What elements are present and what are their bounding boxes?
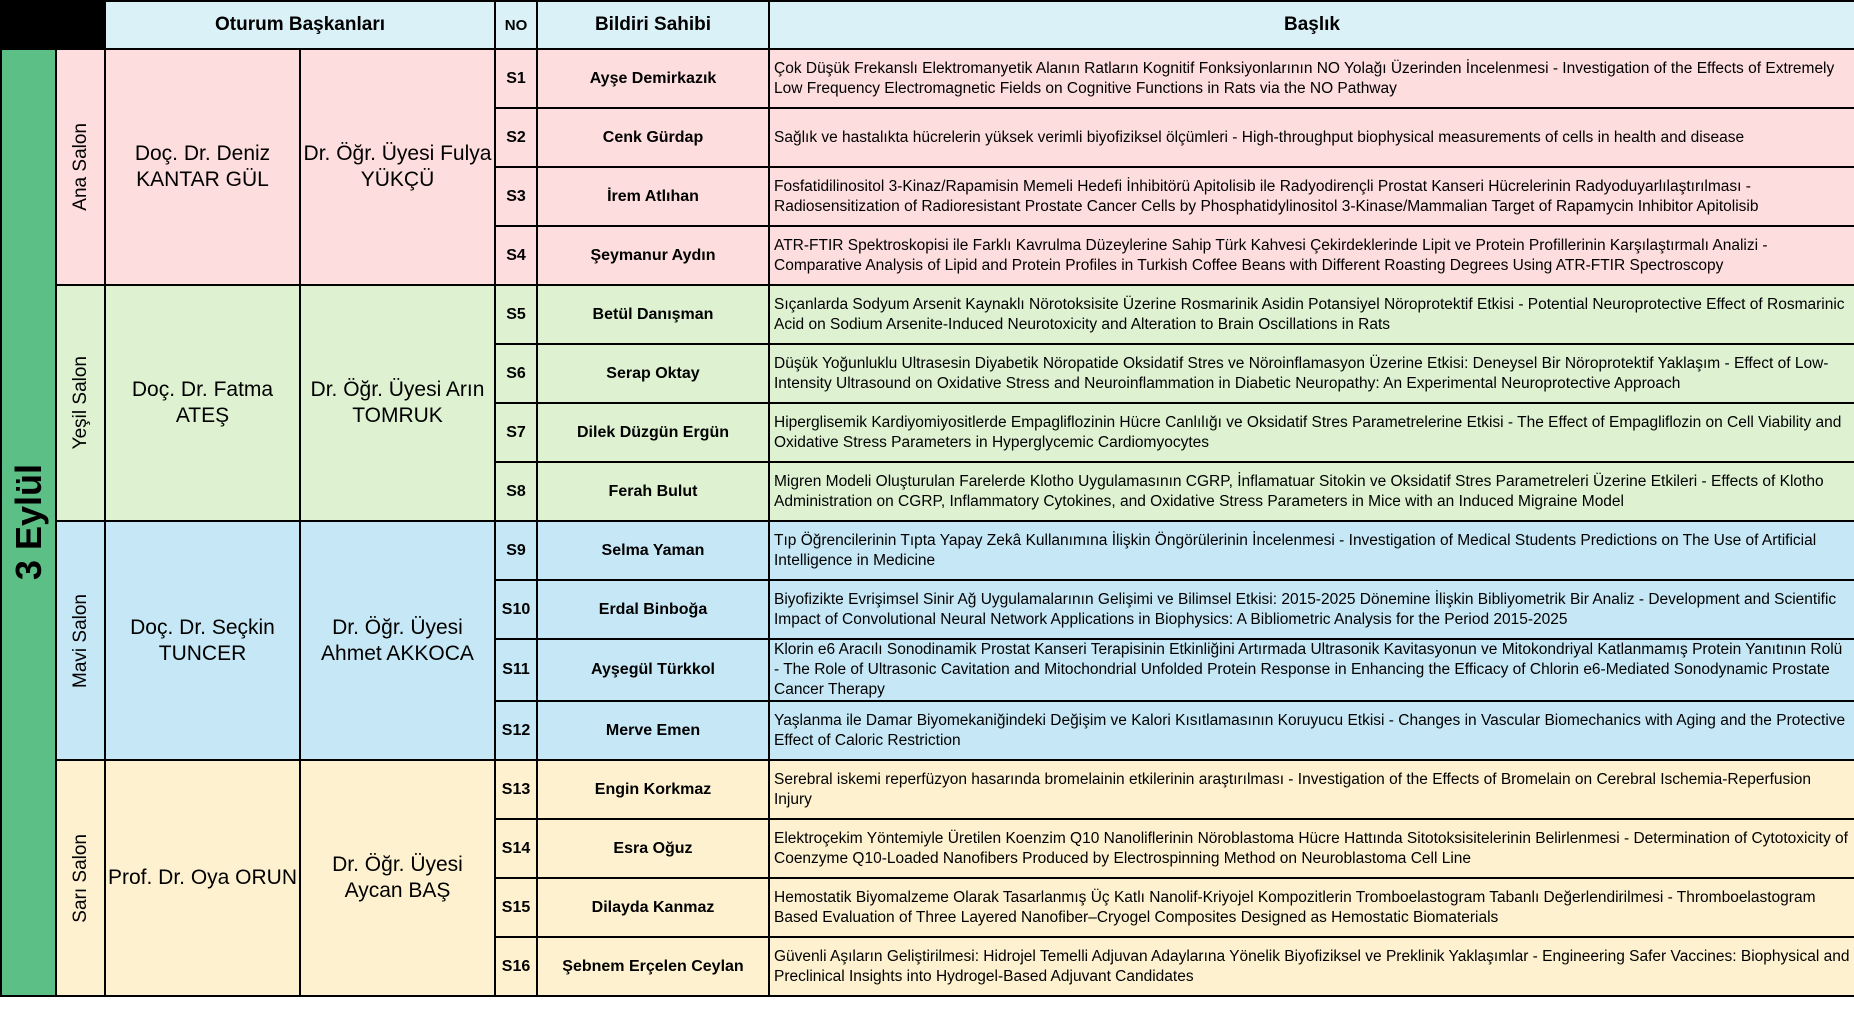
paper-number: S11 (495, 639, 537, 701)
paper-number: S1 (495, 49, 537, 108)
header-row (1, 1, 1854, 49)
paper-author: Engin Korkmaz (537, 760, 769, 819)
chair-1: Prof. Dr. Oya ORUN (105, 760, 300, 996)
chair-2: Dr. Öğr. Üyesi Ahmet AKKOCA (300, 521, 495, 760)
paper-title: Düşük Yoğunluklu Ultrasesin Diyabetik Nöropatide Oksidatif Stres ve Nöroinflamasyon Üzerine Etkisi: Deneysel Bir Nöroprotektif Yaklaşım - Effect of Low-Intensity Ultrasound on Oxidative Stress and Neuroinflammation in Diabetic Neuropathy: An Experimental Neuroprotective Approach (769, 344, 1854, 403)
salon-name: Mavi Salon (69, 593, 91, 688)
paper-title: ATR-FTIR Spektroskopisi ile Farklı Kavrulma Düzeylerine Sahip Türk Kahvesi Çekirdeklerinde Lipit ve Protein Profillerinin Karşılaştırmalı Analizi - Comparative Analysis of Lipid and Protein Profiles in Turkish Coffee Beans with Different Roasting Degrees Using ATR-FTIR Spectroscopy (769, 226, 1854, 285)
paper-author: Merve Emen (537, 701, 769, 760)
paper-number: S3 (495, 167, 537, 226)
paper-title: Migren Modeli Oluşturulan Farelerde Klotho Uygulamasının CGRP, İnflamatuar Sitokin ve Oksidatif Stres Parametreleri Üzerine Etkileri - Effects of Klotho Administration on CGRP, Inflammatory Cytokines, and Oxidative Stress Parameters in Mice with an Induced Migraine Model (769, 462, 1854, 521)
paper-number: S8 (495, 462, 537, 521)
day-cell (1, 49, 56, 996)
paper-title: Güvenli Aşıların Geliştirilmesi: Hidrojel Temelli Adjuvan Adaylarına Yönelik Biyofiziksel ve Preklinik Yaklaşımlar - Engineering Safer Vaccines: Biophysical and Preclinical Insights into Hydrogel-Based Adjuvant Candidates (769, 937, 1854, 996)
table-row (1, 521, 1854, 580)
header-title: Başlık (769, 1, 1854, 49)
paper-author: Ayşegül Türkkol (537, 639, 769, 701)
chair-2: Dr. Öğr. Üyesi Fulya YÜKÇÜ (300, 49, 495, 285)
table-row (1, 285, 1854, 344)
salon-cell (56, 521, 105, 760)
header-author: Bildiri Sahibi (537, 1, 769, 49)
header-chairs: Oturum Başkanları (105, 1, 495, 49)
paper-title: Sağlık ve hastalıkta hücrelerin yüksek verimli biyofiziksel ölçümleri - High-throughput biophysical measurements of cells in health and disease (769, 108, 1854, 167)
paper-title: Yaşlanma ile Damar Biyomekaniğindeki Değişim ve Kalori Kısıtlamasının Koruyucu Etkisi - Changes in Vascular Biomechanics with Aging and the Protective Effect of Caloric Restriction (769, 701, 1854, 760)
paper-title: Tıp Öğrencilerinin Tıpta Yapay Zekâ Kullanımına İlişkin Öngörülerinin İncelenmesi - Investigation of Medical Students Predictions on The Use of Artificial Intelligence in Medicine (769, 521, 1854, 580)
paper-author: Şeymanur Aydın (537, 226, 769, 285)
paper-author: Şebnem Erçelen Ceylan (537, 937, 769, 996)
salon-cell (56, 49, 105, 285)
paper-title: Elektroçekim Yöntemiyle Üretilen Koenzim Q10 Nanoliflerinin Nöroblastoma Hücre Hattında Sitotoksisitelerinin Belirlenmesi - Determination of Cytotoxicity of Coenzyme Q10-Loaded Nanofibers Produced by Electrospinning Method on Neuroblastoma Cell Line (769, 819, 1854, 878)
paper-author: Serap Oktay (537, 344, 769, 403)
paper-author: Betül Danışman (537, 285, 769, 344)
salon-cell (56, 285, 105, 521)
salon-name: Sarı Salon (69, 833, 91, 923)
paper-author: Selma Yaman (537, 521, 769, 580)
chair-2: Dr. Öğr. Üyesi Arın TOMRUK (300, 285, 495, 521)
paper-title: Biyofizikte Evrişimsel Sinir Ağ Uygulamalarının Gelişimi ve Bilimsel Etkisi: 2015-2025 Dönemine İlişkin Bibliyometrik Bir Analiz - Development and Scientific Impact of Convolutional Neural Network Applications in Biophysics: A Bibliometric Analysis for the Period 2015-2025 (769, 580, 1854, 639)
chair-1: Doç. Dr. Seçkin TUNCER (105, 521, 300, 760)
chair-1: Doç. Dr. Deniz KANTAR GÜL (105, 49, 300, 285)
table-row (1, 760, 1854, 819)
paper-number: S2 (495, 108, 537, 167)
paper-number: S16 (495, 937, 537, 996)
salon-name: Yeşil Salon (69, 356, 91, 450)
paper-author: Ferah Bulut (537, 462, 769, 521)
paper-number: S5 (495, 285, 537, 344)
salon-cell (56, 760, 105, 996)
table-row (1, 49, 1854, 108)
paper-number: S13 (495, 760, 537, 819)
paper-author: Dilayda Kanmaz (537, 878, 769, 937)
salon-name: Ana Salon (69, 123, 91, 211)
header-corner (1, 1, 105, 49)
paper-title: Çok Düşük Frekanslı Elektromanyetik Alanın Ratların Kognitif Fonksiyonlarının NO Yolağı Üzerinden İncelenmesi - Investigation of the Effects of Extremely Low Frequency Electromagnetic Fields on Cognitive Functions in Rats via the NO Pathway (769, 49, 1854, 108)
paper-number: S12 (495, 701, 537, 760)
paper-author: Cenk Gürdap (537, 108, 769, 167)
paper-author: Ayşe Demirkazık (537, 49, 769, 108)
paper-number: S10 (495, 580, 537, 639)
paper-title: Hiperglisemik Kardiyomiyositlerde Empagliflozinin Hücre Canlılığı ve Oksidatif Stres Parametrelerine Etkisi - The Effect of Empagliflozin on Cell Viability and Oxidative Stress Parameters in Hyperglycemic Cardiomyocytes (769, 403, 1854, 462)
paper-title: Serebral iskemi reperfüzyon hasarında bromelainin etkilerinin araştırılması - Investigation of the Effects of Bromelain on Cerebral Ischemia-Reperfusion Injury (769, 760, 1854, 819)
paper-title: Hemostatik Biyomalzeme Olarak Tasarlanmış Üç Katlı Nanolif-Kriyojel Kompozitlerin Tromboelastogram Tabanlı Değerlendirilmesi - Thromboelastogram Based Evaluation of Three Layered Nanofiber–Cryogel Composites Designed as Hemostatic Biomaterials (769, 878, 1854, 937)
paper-author: Erdal Binboğa (537, 580, 769, 639)
paper-number: S4 (495, 226, 537, 285)
paper-author: Esra Oğuz (537, 819, 769, 878)
paper-title: Sıçanlarda Sodyum Arsenit Kaynaklı Nörotoksisite Üzerine Rosmarinik Asidin Potansiyel Nöroprotektif Etkisi - Potential Neuroprotective Effect of Rosmarinic Acid on Sodium Arsenite-Induced Neurotoxicity and Alteration to Brain Oscillations in Rats (769, 285, 1854, 344)
paper-author: Dilek Düzgün Ergün (537, 403, 769, 462)
paper-number: S6 (495, 344, 537, 403)
paper-number: S9 (495, 521, 537, 580)
day-label: 3 Eylül (7, 464, 49, 581)
paper-title: Fosfatidilinositol 3-Kinaz/Rapamisin Memeli Hedefi İnhibitörü Apitolisib ile Radyodirençli Prostat Kanseri Hücrelerinin Radyoduyarlılaştırılması - Radiosensitization of Radioresistant Prostate Cancer Cells by Phosphatidylinositol 3-Kinase/Mammalian Target of Rapamycin Inhibitor Apitolisib (769, 167, 1854, 226)
paper-number: S15 (495, 878, 537, 937)
paper-number: S14 (495, 819, 537, 878)
chair-2: Dr. Öğr. Üyesi Aycan BAŞ (300, 760, 495, 996)
schedule-body (1, 49, 1854, 996)
header-no: NO (495, 1, 537, 49)
paper-title: Klorin e6 Aracılı Sonodinamik Prostat Kanseri Terapisinin Etkinliğini Artırmada Ultrasonik Kavitasyonun ve Mitokondriyal Katlanmamış Protein Yanıtının Rolü - The Role of Ultrasonic Cavitation and Mitochondrial Unfolded Protein Response in Enhancing the Efficacy of Chlorin e6-Mediated Sonodynamic Prostate Cancer Therapy (769, 639, 1854, 701)
paper-author: İrem Atlıhan (537, 167, 769, 226)
chair-1: Doç. Dr. Fatma ATEŞ (105, 285, 300, 521)
paper-number: S7 (495, 403, 537, 462)
